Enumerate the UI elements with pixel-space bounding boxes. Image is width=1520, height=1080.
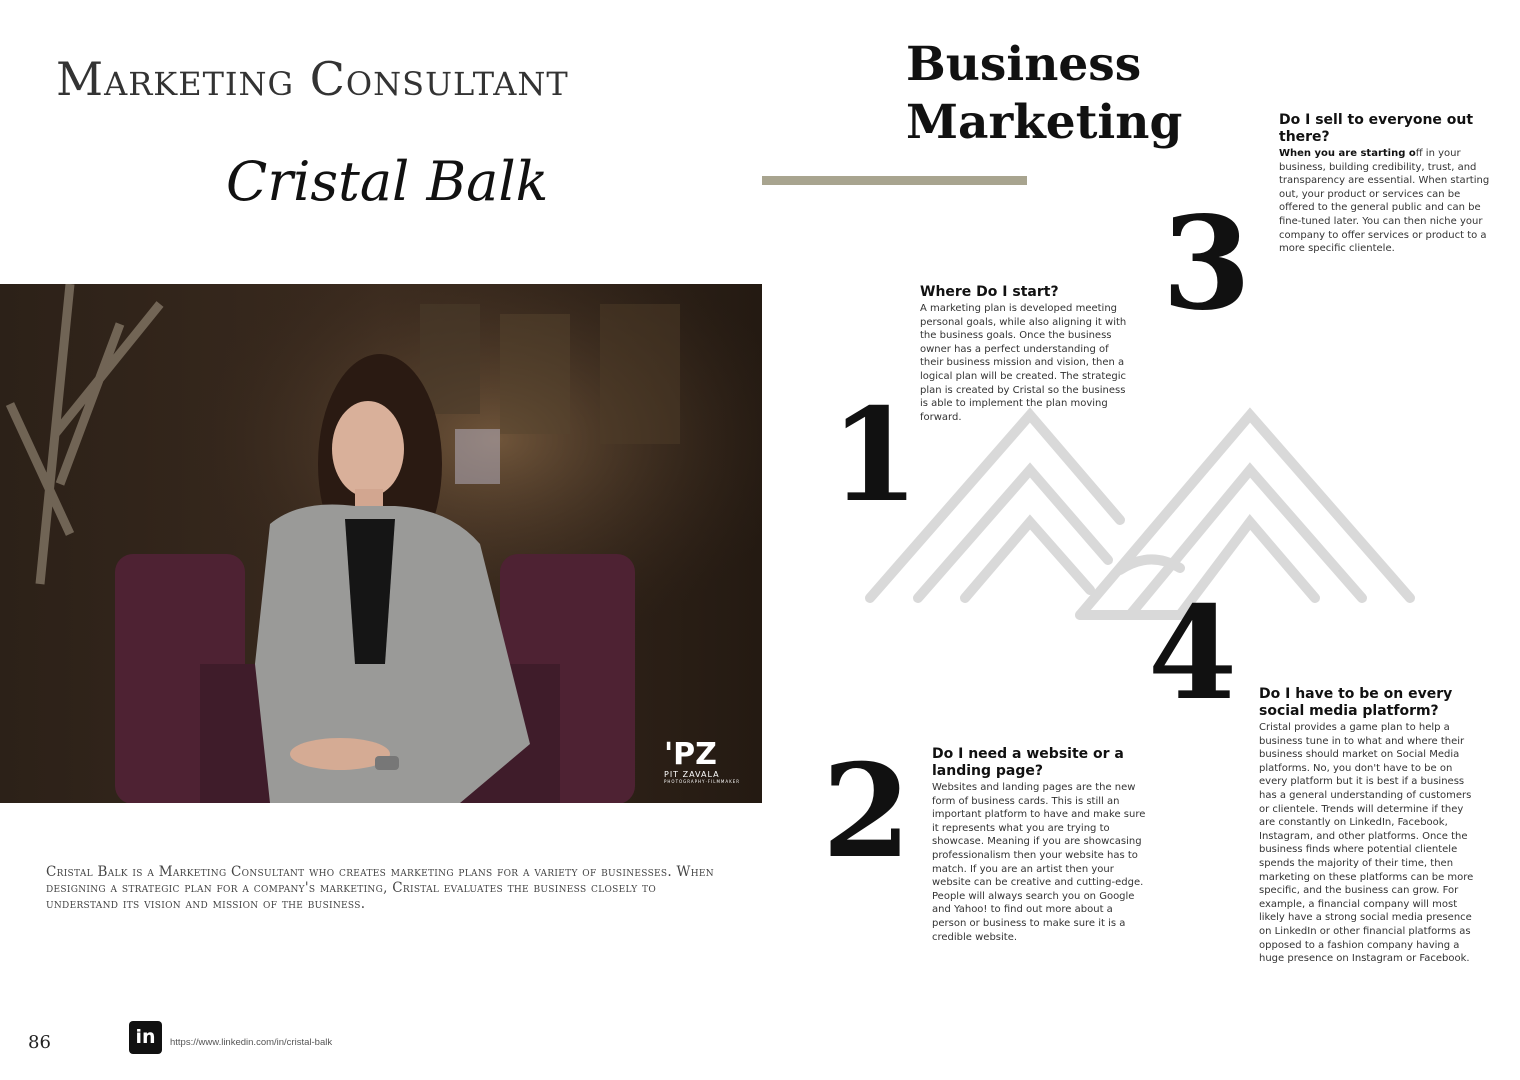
section-title: Do I sell to everyone out there? <box>1279 112 1474 145</box>
section-body <box>1279 147 1494 256</box>
section-body-lead: When you are starting o <box>1279 148 1416 159</box>
section-title: Where Do I start? <box>920 284 1059 300</box>
linkedin-url[interactable]: https://www.linkedin.com/in/cristal-balk <box>170 1037 333 1048</box>
section-body-rest: ff in your business, building credibility, trust, and transparency are essential. When starting out, your product or services can be offered to the general public and can be fine-tuned later. You can then niche your company to offer services or product to a more specific clientele. <box>1279 148 1490 255</box>
section-number-4: 4 <box>1148 579 1238 729</box>
section-2 <box>932 746 1147 944</box>
section-3 <box>1279 112 1494 256</box>
page-title-left: Marketing Consultant <box>56 52 569 106</box>
section-body: A marketing plan is developed meeting personal goals, while also aligning it with the business goals. Once the business owner has a perfect understanding of their business mission and vision, then a logical plan will be created. The strategic plan is created by Cristal so the business is able to implement the plan moving forward. <box>920 303 1127 423</box>
section-1 <box>920 284 1130 424</box>
linkedin-icon[interactable]: in <box>129 1021 162 1054</box>
section-4 <box>1259 686 1474 966</box>
signature-name: Cristal Balk <box>226 150 549 213</box>
title-line-1: Business <box>906 37 1142 92</box>
section-title: Do I need a website or a landing page? <box>932 746 1124 779</box>
section-title: Do I have to be on every social media platform? <box>1259 686 1453 719</box>
page-title-right <box>906 36 1182 152</box>
section-body: Websites and landing pages are the new form of business cards. This is still an important platform to have and make sure it represents what you are trying to showcase. Meaning if you are showcasing professionalism then your website has to match. If you are an artist then your website can be creative and cutting-edge. People will always search you on Google and Yahoo! to find out more about a person or business to make sure it is a credible website. <box>932 782 1146 943</box>
title-line-2: Marketing <box>906 95 1183 150</box>
portrait-photo <box>0 284 762 803</box>
section-number-3: 3 <box>1162 189 1252 339</box>
section-number-2: 2 <box>822 737 912 887</box>
accent-rule <box>762 176 1027 185</box>
page-number: 86 <box>28 1032 51 1053</box>
photographer-watermark: 'PZ PIT ZAVALA PHOTOGRAPHY·FILMMAKER <box>664 737 741 784</box>
section-number-1: 1 <box>830 381 920 531</box>
section-body: Cristal provides a game plan to help a business tune in to what and where their business should market on Social Media platforms. No, you don't have to be on every platform but it is best if a business has a general understanding of customers or clientele. Trends will determine if they are constantly on LinkedIn, Facebook, Instagram, and other platforms. Once the business finds where potential clientele spends the majority of their time, then marketing on these platforms can be more specific, and the business can grow. For example, a financial company will most likely have a strong social media presence on LinkedIn or other financial platforms as opposed to a fashion company having a huge presence on Instagram or Facebook. <box>1259 722 1474 965</box>
bio-paragraph: Cristal Balk is a Marketing Consultant who creates marketing plans for a variety of businesses. When designing a strategic plan for a company's marketing, Cristal evaluates the business closely to understand its vision and mission of the business. <box>46 864 714 912</box>
mountain-logo-graphic <box>840 400 1440 630</box>
